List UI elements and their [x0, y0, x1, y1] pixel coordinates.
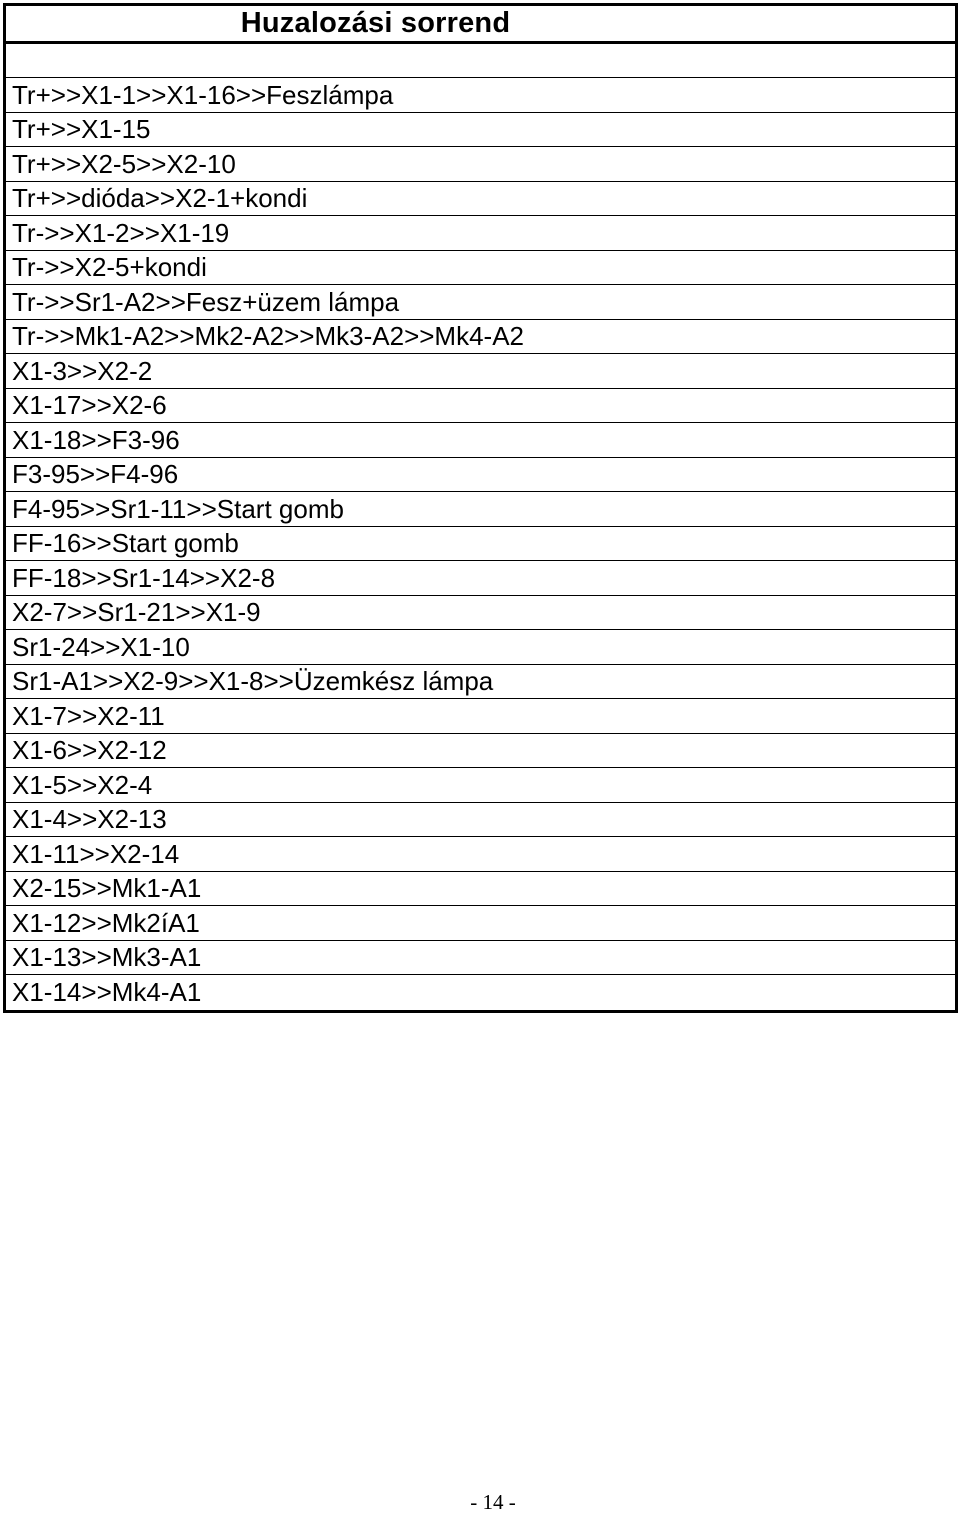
title-row [6, 6, 955, 44]
table-row: Tr->>Sr1-A2>>Fesz+üzem lámpa [6, 285, 955, 320]
table-row: X1-13>>Mk3-A1 [6, 941, 955, 976]
wiring-rows [6, 78, 955, 1010]
table-row: X1-18>>F3-96 [6, 423, 955, 458]
table-row: X1-11>>X2-14 [6, 837, 955, 872]
table-row: X1-7>>X2-11 [6, 699, 955, 734]
table-row: Tr+>>dióda>>X2-1+kondi [6, 182, 955, 217]
page-title: Huzalozási sorrend [240, 7, 511, 39]
table-row: X1-14>>Mk4-A1 [12, 977, 202, 1008]
table-row: X2-15>>Mk1-A1 [6, 872, 955, 907]
table-row: F4-95>>Sr1-11>>Start gomb [6, 492, 955, 527]
table-row: Tr->>X1-2>>X1-19 [6, 216, 955, 251]
table-row: X2-7>>Sr1-21>>X1-9 [6, 596, 955, 631]
wiring-order-table [3, 3, 958, 1013]
table-row: FF-16>>Start gomb [6, 527, 955, 562]
table-row: Tr+>>X2-5>>X2-10 [6, 147, 955, 182]
table-row: Sr1-A1>>X2-9>>X1-8>>Üzemkész lámpa [6, 665, 955, 700]
table-row: X1-3>>X2-2 [6, 354, 955, 389]
table-row: X1-17>>X2-6 [6, 389, 955, 424]
table-row: Tr->>Mk1-A2>>Mk2-A2>>Mk3-A2>>Mk4-A2 [6, 320, 955, 355]
table-row: F3-95>>F4-96 [6, 458, 955, 493]
table-row: X1-12>>Mk2íA1 [6, 906, 955, 941]
table-row: X1-4>>X2-13 [6, 803, 955, 838]
table-row: Tr+>>X1-1>>X1-16>>Feszlámpa [6, 78, 955, 113]
page-number: - 14 - [470, 1490, 516, 1514]
table-row: X1-5>>X2-4 [6, 768, 955, 803]
blank-row [6, 44, 955, 78]
table-row: FF-18>>Sr1-14>>X2-8 [6, 561, 955, 596]
table-row: Sr1-24>>X1-10 [6, 630, 955, 665]
table-row: Tr+>>X1-15 [6, 113, 955, 148]
table-row: X1-6>>X2-12 [6, 734, 955, 769]
table-row: Tr->>X2-5+kondi [6, 251, 955, 286]
